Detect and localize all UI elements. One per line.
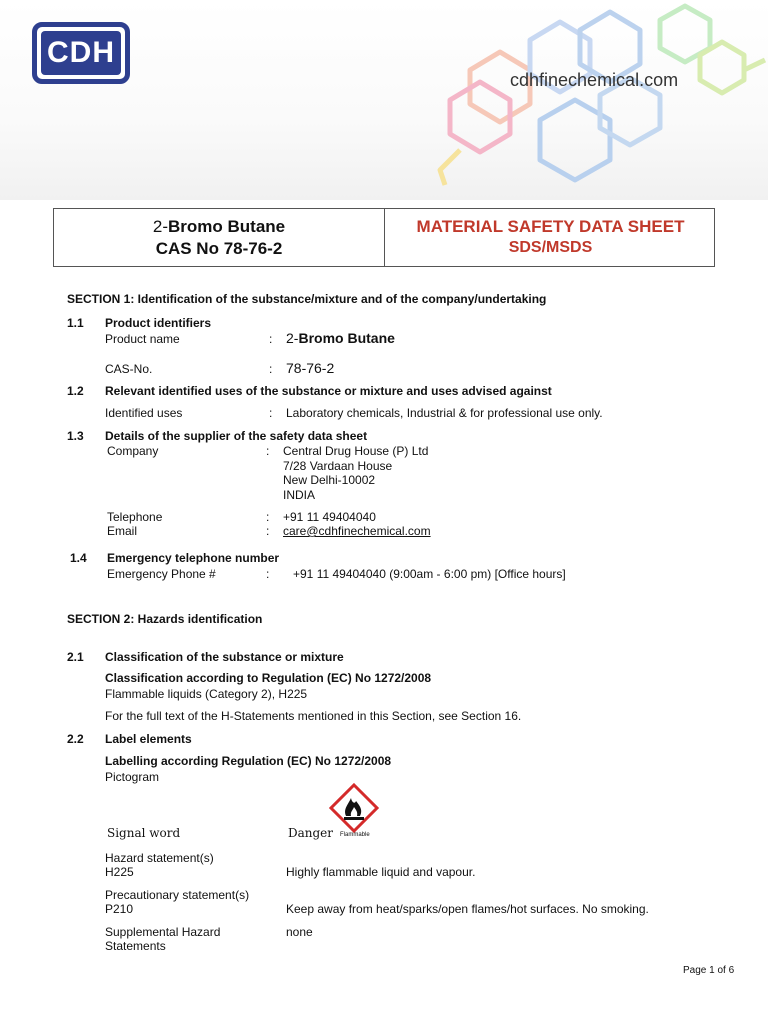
cdh-logo — [32, 22, 130, 84]
labelling-regulation: Labelling according Regulation (EC) No 1272/2008 — [105, 754, 392, 768]
colon: : — [269, 406, 273, 420]
s1-4-title: Emergency telephone number — [107, 551, 280, 565]
company-line: 7/28 Vardaan House — [283, 459, 393, 473]
s1-2-number: 1.2 — [67, 384, 84, 398]
website-text: cdhfinechemical.com — [510, 70, 679, 90]
page-number: Page 1 of 6 — [683, 965, 735, 976]
signal-word-value: Danger — [288, 826, 334, 840]
supplemental-label-cont: Statements — [105, 939, 166, 953]
s1-3-title: Details of the supplier of the safety data sheet — [105, 429, 368, 443]
s1-2-title: Relevant identified uses of the substance or mixture and uses advised against — [105, 384, 552, 398]
doc-subtitle: SDS/MSDS — [508, 239, 593, 256]
company-line: INDIA — [283, 488, 316, 502]
section1-heading: SECTION 1: Identification of the substance/mixture and of the company/undertaking — [67, 292, 547, 306]
classification-regulation: Classification according to Regulation (EC) No 1272/2008 — [105, 671, 432, 685]
pictogram-label: Pictogram — [105, 770, 160, 784]
signal-word-label: Signal word — [107, 826, 181, 840]
telephone-label: Telephone — [107, 510, 163, 524]
s2-1-title: Classification of the substance or mixture — [105, 650, 344, 664]
product-name-bold: Bromo Butane — [298, 330, 395, 346]
s2-2-title: Label elements — [105, 732, 192, 746]
hazard-text: Highly flammable liquid and vapour. — [286, 865, 476, 879]
uses-value: Laboratory chemicals, Industrial & for professional use only. — [286, 406, 603, 420]
product-name-value — [286, 330, 395, 346]
precautionary-code: P210 — [105, 902, 134, 916]
colon: : — [266, 444, 270, 458]
doc-title: MATERIAL SAFETY DATA SHEET — [416, 217, 685, 236]
molecule-graphic — [420, 0, 768, 200]
colon: : — [266, 510, 270, 524]
product-name-label: Product name — [105, 332, 180, 346]
emergency-label: Emergency Phone # — [107, 567, 216, 581]
s1-3-number: 1.3 — [67, 429, 84, 443]
s1-1-number: 1.1 — [67, 316, 84, 330]
uses-label: Identified uses — [105, 406, 183, 420]
supplemental-label: Supplemental Hazard — [105, 925, 221, 939]
product-title-prefix: 2- — [152, 217, 168, 236]
product-title-name: Bromo Butane — [168, 217, 286, 236]
s2-1-number: 2.1 — [67, 650, 84, 664]
cas-title: CAS No 78-76-2 — [155, 239, 283, 258]
supplemental-value: none — [286, 925, 313, 939]
s1-4-number: 1.4 — [70, 551, 87, 565]
section2-heading: SECTION 2: Hazards identification — [67, 612, 263, 626]
company-label: Company — [107, 444, 159, 458]
colon: : — [269, 332, 273, 346]
full-text-note: For the full text of the H-Statements mentioned in this Section, see Section 16. — [105, 709, 522, 723]
colon: : — [266, 567, 270, 581]
cas-value: 78-76-2 — [286, 360, 335, 376]
precautionary-text: Keep away from heat/sparks/open flames/hot surfaces. No smoking. — [286, 902, 649, 916]
product-title — [54, 217, 384, 237]
company-line: New Delhi-10002 — [283, 473, 376, 487]
colon: : — [269, 362, 273, 376]
emergency-value: +91 11 49404040 (9:00am - 6:00 pm) [Office hours] — [293, 567, 566, 581]
header-banner — [0, 0, 768, 200]
pictogram-caption: Flammable — [340, 832, 370, 838]
colon: : — [266, 524, 270, 538]
email-link[interactable]: care@cdhfinechemical.com — [283, 524, 431, 538]
email-label: Email — [107, 524, 138, 538]
logo-text: CDH — [41, 31, 121, 75]
classification-value: Flammable liquids (Category 2), H225 — [105, 687, 308, 701]
hazard-code: H225 — [105, 865, 134, 879]
company-line: Central Drug House (P) Ltd — [283, 444, 429, 458]
s2-2-number: 2.2 — [67, 732, 84, 746]
hazard-statement-label: Hazard statement(s) — [105, 851, 214, 865]
flammable-pictogram-icon — [329, 783, 379, 833]
s1-1-title: Product identifiers — [105, 316, 212, 330]
title-box — [53, 208, 715, 267]
product-name-prefix: 2- — [286, 330, 299, 346]
telephone-value: +91 11 49404040 — [283, 510, 376, 524]
precautionary-label: Precautionary statement(s) — [105, 888, 250, 902]
cas-label: CAS-No. — [105, 362, 153, 376]
